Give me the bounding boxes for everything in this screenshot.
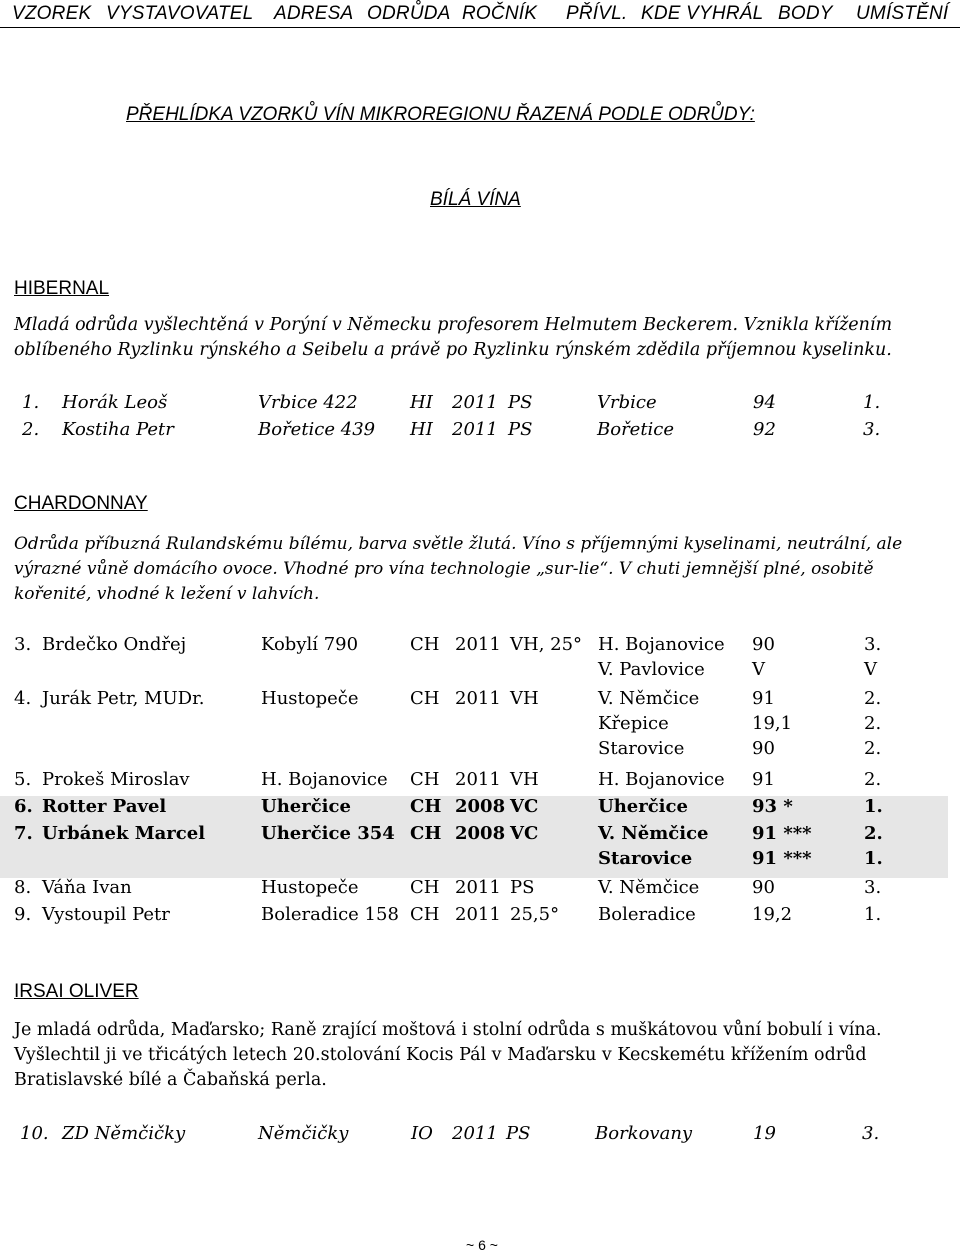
cell-umisteni: 3. [864,634,882,655]
cell-adresa: Vrbice 422 [258,392,358,413]
cell-umisteni: 2. [864,769,882,790]
cell-vystavovatel: Jurák Petr, MUDr. [42,688,205,709]
cell-body: 19 [753,1123,776,1144]
header-vystavovatel: VYSTAVOVATEL [106,3,254,24]
cell-body: 92 [753,419,776,440]
cell-odruda: IO [411,1123,433,1144]
cell-kde-vyhral: V. Němčice [598,877,700,898]
cell-umisteni: 2. [864,713,882,734]
cell-umisteni: 2. [864,823,883,844]
cell-kde-vyhral: H. Bojanovice [598,769,725,790]
cell-umisteni: 3. [862,1123,880,1144]
cell-vzorek: 1. [22,392,40,413]
cell-rocnik: 2011 [455,904,501,925]
cell-umisteni: V [864,659,877,680]
cell-adresa: H. Bojanovice [261,769,388,790]
cell-adresa: Boleradice 158 [261,904,399,925]
cell-odruda: CH [410,769,440,790]
section-desc-irsai-oliver: Je mladá odrůda, Maďarsko; Raně zrající moštová i stolní odrůda s muškátovou vůní bobulí i vína. Vyšlechtil ji ve třicátých letech 20.stolování Kocis Pál v Maďarsku v Kecskemétu křížením odrůd Bratislavské bílé a Čabaňská perla. [14,1020,882,1090]
section-title-hibernal: HIBERNAL [14,278,110,299]
cell-adresa: Uherčice 354 [261,823,395,844]
cell-adresa: Bořetice 439 [258,419,376,440]
cell-vystavovatel: Prokeš Miroslav [42,769,190,790]
header-divider [0,27,960,28]
cell-rocnik: 2011 [455,634,501,655]
cell-privl: VH, 25° [510,634,583,655]
cell-privl: VH [510,769,539,790]
header-body: BODY [778,3,833,24]
cell-adresa: Hustopeče [261,877,359,898]
cell-privl: PS [510,877,535,898]
cell-kde-vyhral: Bořetice [597,419,675,440]
cell-umisteni: 2. [864,738,882,759]
cell-odruda: CH [410,904,440,925]
cell-kde-vyhral: Borkovany [595,1123,693,1144]
cell-adresa: Uherčice [261,796,351,817]
cell-rocnik: 2011 [452,1123,498,1144]
cell-vzorek: 9. [14,904,32,925]
cell-vystavovatel: Brdečko Ondřej [42,634,187,655]
cell-vystavovatel: ZD Němčičky [62,1123,186,1144]
cell-odruda: CH [410,823,442,844]
page-number: ~ 6 ~ [466,1237,498,1253]
cell-vzorek: 2. [22,419,40,440]
cell-body: V [752,659,765,680]
header-privl: PŘÍVL. [566,3,628,24]
cell-body: 91 *** [752,848,812,869]
header-adresa: ADRESA [274,3,354,24]
cell-vzorek: 3. [14,634,32,655]
cell-umisteni: 1. [864,904,882,925]
cell-privl: VC [510,823,539,844]
cell-body: 19,2 [752,904,793,925]
cell-privl: PS [506,1123,531,1144]
cell-rocnik: 2011 [455,769,501,790]
cell-body: 91 [752,769,775,790]
cell-kde-vyhral: Uherčice [598,796,688,817]
cell-umisteni: 3. [863,419,881,440]
cell-odruda: CH [410,877,440,898]
cell-odruda: CH [410,688,440,709]
cell-body: 19,1 [752,713,793,734]
page-subtitle: BÍLÁ VÍNA [430,189,521,210]
cell-kde-vyhral: Starovice [598,738,685,759]
cell-privl: PS [508,392,533,413]
header-umisteni: UMÍSTĚNÍ [856,3,949,24]
section-title-irsai-oliver: IRSAI OLIVER [14,981,139,1002]
cell-kde-vyhral: Boleradice [598,904,696,925]
cell-odruda: HI [410,419,433,440]
cell-umisteni: 2. [864,688,882,709]
cell-kde-vyhral: Starovice [598,848,693,869]
header-vzorek: VZOREK [12,3,92,24]
cell-odruda: HI [410,392,433,413]
cell-rocnik: 2008 [455,823,506,844]
cell-privl: VH [510,688,539,709]
cell-vzorek: 6. [14,796,33,817]
cell-kde-vyhral: Vrbice [597,392,657,413]
cell-kde-vyhral: V. Pavlovice [598,659,705,680]
cell-vzorek: 10. [20,1123,49,1144]
cell-adresa: Němčičky [258,1123,349,1144]
cell-rocnik: 2011 [455,688,501,709]
page-title: PŘEHLÍDKA VZORKŮ VÍN MIKROREGIONU ŘAZENÁ PODLE ODRŮDY: [126,104,755,125]
cell-adresa: Hustopeče [261,688,359,709]
cell-rocnik: 2011 [452,392,498,413]
cell-odruda: CH [410,796,442,817]
cell-body: 90 [752,634,775,655]
cell-vzorek: 7. [14,823,33,844]
cell-kde-vyhral: V. Němčice [598,823,709,844]
cell-odruda: CH [410,634,440,655]
cell-adresa: Kobylí 790 [261,634,359,655]
cell-vystavovatel: Váňa Ivan [42,877,132,898]
header-kde-vyhral: KDE VYHRÁL [641,3,764,24]
cell-umisteni: 1. [863,392,881,413]
cell-vystavovatel: Horák Leoš [62,392,168,413]
section-desc-hibernal: Mladá odrůda vyšlechtěná v Porýní v Německu profesorem Helmutem Beckerem. Vznikla křížením oblíbeného Ryzlinku rýnského a Seibelu a právě po Ryzlinku rýnském zdědila příjemnou kyselinku. [14,315,893,360]
cell-umisteni: 3. [864,877,882,898]
cell-body: 91 [752,688,775,709]
cell-body: 94 [753,392,776,413]
section-title-chardonnay: CHARDONNAY [14,493,148,514]
cell-vzorek: 8. [14,877,32,898]
cell-body: 93 * [752,796,793,817]
cell-rocnik: 2008 [455,796,506,817]
cell-umisteni: 1. [864,796,883,817]
cell-privl: PS [508,419,533,440]
cell-vzorek: 5. [14,769,32,790]
section-desc-chardonnay: Odrůda příbuzná Rulandskému bílému, barva světle žlutá. Víno s příjemnými kyselinami, neutrální, ale výrazné vůně domácího ovoce. Vhodné pro vína technologie „sur-lie“. V chuti jemnější plné, osobitě kořenité, vhodné k ležení v lahvích. [14,534,903,604]
cell-body: 90 [752,877,775,898]
cell-vystavovatel: Urbánek Marcel [42,823,206,844]
cell-privl: 25,5° [510,904,560,925]
cell-rocnik: 2011 [455,877,501,898]
cell-privl: VC [510,796,539,817]
cell-body: 90 [752,738,775,759]
cell-umisteni: 1. [864,848,883,869]
header-rocnik: ROČNÍK [462,3,538,24]
cell-rocnik: 2011 [452,419,498,440]
cell-vystavovatel: Rotter Pavel [42,796,167,817]
cell-vystavovatel: Vystoupil Petr [42,904,170,925]
cell-kde-vyhral: V. Němčice [598,688,700,709]
cell-kde-vyhral: Křepice [598,713,669,734]
cell-vystavovatel: Kostiha Petr [62,419,174,440]
header-odruda: ODRŮDA [367,3,451,24]
cell-body: 91 *** [752,823,812,844]
cell-vzorek: 4. [14,688,32,709]
cell-kde-vyhral: H. Bojanovice [598,634,725,655]
